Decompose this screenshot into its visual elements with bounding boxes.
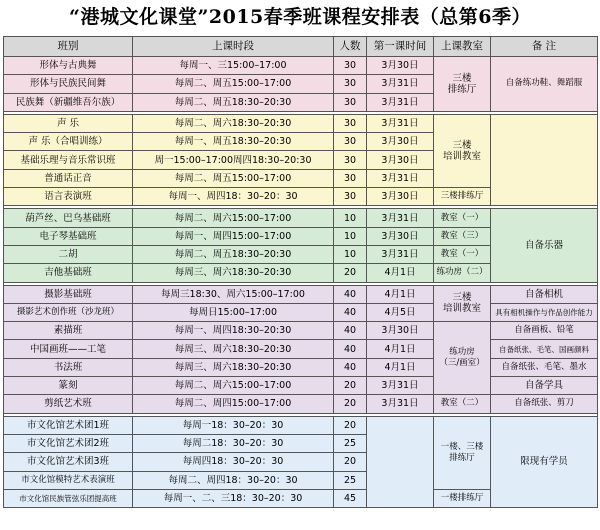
- note-cell: 自备纸张、毛笔、墨水: [491, 358, 598, 376]
- header-first: 第一课时间: [367, 37, 434, 57]
- note-cell: 自备纸张、剪刀: [491, 395, 598, 413]
- class-cell: 篆刻: [4, 377, 133, 395]
- time-cell: 每周二、周五15:00–17:00: [133, 169, 334, 187]
- class-cell: 形体与民族民间舞: [4, 75, 133, 93]
- header-note: 备 注: [491, 37, 598, 57]
- page-title: “港城文化课堂”2015春季班课程安排表（总第6季）: [69, 6, 531, 28]
- time-cell: 每周二、周四18：30–20：30: [133, 471, 334, 489]
- time-cell: 每周日15:00–17:00: [133, 303, 334, 321]
- time-cell: 每周三、周六18:30–20:30: [133, 340, 334, 358]
- first-cell: 3月31日: [367, 377, 434, 395]
- class-cell: 基础乐理与音乐常识班: [4, 151, 133, 169]
- table-row: [4, 340, 598, 358]
- count-cell: 10: [334, 209, 367, 227]
- room-cell: 三楼 排练厅: [434, 57, 491, 112]
- room-cell: 练功房（二）: [434, 264, 491, 282]
- count-cell: 30: [334, 188, 367, 206]
- note-cell: 自备乐器: [491, 209, 598, 282]
- time-cell: 每周三、周六18:30–20:30: [133, 358, 334, 376]
- table-row: [4, 285, 598, 303]
- class-cell: 剪纸艺术班: [4, 395, 133, 413]
- class-cell: 普通话正音: [4, 169, 133, 187]
- count-cell: 40: [334, 303, 367, 321]
- note-cell: 具有相机操作与作品创作能力: [491, 303, 598, 321]
- first-cell: [367, 416, 434, 507]
- header-count: 人数: [334, 37, 367, 57]
- class-cell: 电子琴基础班: [4, 227, 133, 245]
- count-cell: 25: [334, 434, 367, 452]
- header-class: 班别: [4, 37, 133, 57]
- first-cell: 4月1日: [367, 358, 434, 376]
- first-cell: 3月30日: [367, 322, 434, 340]
- time-cell: 每周二、周五18:30–20:30: [133, 245, 334, 263]
- first-cell: 3月30日: [367, 57, 434, 75]
- note-cell: 自备画板、铅笔: [491, 322, 598, 340]
- time-cell: 周一15:00–17:00周四18:30–20:30: [133, 151, 334, 169]
- count-cell: 25: [334, 471, 367, 489]
- first-cell: 4月1日: [367, 340, 434, 358]
- header-room: 上课教室: [434, 37, 491, 57]
- table-row: [4, 303, 598, 321]
- time-cell: 每周二、周四15:00–17:00: [133, 395, 334, 413]
- count-cell: 40: [334, 340, 367, 358]
- room-cell: 教室（一）: [434, 245, 491, 263]
- time-cell: 每周一、二、三18：30–20：30: [133, 489, 334, 507]
- class-cell: 素描班: [4, 322, 133, 340]
- class-cell: 形体与古典舞: [4, 57, 133, 75]
- table-row: [4, 358, 598, 376]
- count-cell: 20: [334, 416, 367, 434]
- time-cell: 每周二、周六15:00–17:00: [133, 377, 334, 395]
- time-cell: 每周二、周六18:30–20:30: [133, 114, 334, 132]
- count-cell: 40: [334, 322, 367, 340]
- count-cell: 20: [334, 395, 367, 413]
- room-cell: 一楼排练厅: [434, 489, 491, 507]
- time-cell: 每周三18:30、周六15:00–17:00: [133, 285, 334, 303]
- count-cell: 40: [334, 285, 367, 303]
- count-cell: 20: [334, 264, 367, 282]
- first-cell: 3月30日: [367, 227, 434, 245]
- note-cell: 限现有学员: [491, 416, 598, 507]
- first-cell: 4月5日: [367, 303, 434, 321]
- count-cell: 30: [334, 57, 367, 75]
- time-cell: 每周二18：30–20：30: [133, 434, 334, 452]
- first-cell: 3月31日: [367, 395, 434, 413]
- class-cell: 书法班: [4, 358, 133, 376]
- time-cell: 每周二、周五18:30–20:30: [133, 93, 334, 111]
- first-cell: 3月30日: [367, 151, 434, 169]
- first-cell: 3月30日: [367, 188, 434, 206]
- room-cell: 三楼 培训教室: [434, 114, 491, 187]
- count-cell: 30: [334, 133, 367, 151]
- class-cell: 摄影艺术创作班（沙龙班）: [4, 303, 133, 321]
- time-cell: 每周四18：30–20：30: [133, 453, 334, 471]
- count-cell: 40: [334, 358, 367, 376]
- first-cell: 4月1日: [367, 285, 434, 303]
- table-row: [4, 416, 598, 434]
- count-cell: 10: [334, 227, 367, 245]
- note-cell: 自备相机: [491, 285, 598, 303]
- class-cell: 市文化馆模特艺术表演班: [4, 471, 133, 489]
- first-cell: 3月31日: [367, 114, 434, 132]
- note-cell: [491, 114, 598, 205]
- time-cell: 每周二、周五15:00–17:00: [133, 75, 334, 93]
- room-cell: 三楼排练厅: [434, 188, 491, 206]
- count-cell: 30: [334, 75, 367, 93]
- table-row: [4, 395, 598, 413]
- header-time: 上课时段: [133, 37, 334, 57]
- count-cell: 10: [334, 245, 367, 263]
- header-row: [4, 37, 598, 57]
- first-cell: 4月1日: [367, 264, 434, 282]
- time-cell: 每周一18：30–20：30: [133, 416, 334, 434]
- room-cell: 教室（三）: [434, 227, 491, 245]
- first-cell: 3月31日: [367, 169, 434, 187]
- table-row: [4, 57, 598, 75]
- time-cell: 每周一、三15:00–17:00: [133, 57, 334, 75]
- first-cell: 3月31日: [367, 245, 434, 263]
- room-cell: 一楼、三楼 排练厅: [434, 416, 491, 489]
- class-cell: 吉他基础班: [4, 264, 133, 282]
- time-cell: 每周一、周四18:30–20:30: [133, 322, 334, 340]
- class-cell: 中国画班——工笔: [4, 340, 133, 358]
- class-cell: 声 乐（合唱训练）: [4, 133, 133, 151]
- note-cell: 自备练功鞋、舞蹈服: [491, 57, 598, 112]
- class-cell: 市文化馆艺术团3班: [4, 453, 133, 471]
- time-cell: 每周一、周五18:30–20:30: [133, 133, 334, 151]
- table-row: [4, 114, 598, 132]
- class-cell: 摄影基础班: [4, 285, 133, 303]
- count-cell: 20: [334, 377, 367, 395]
- note-cell: 自备纸张、毛笔、国画颜料: [491, 340, 598, 358]
- time-cell: 每周三、周六18:30–20:30: [133, 264, 334, 282]
- class-cell: 二胡: [4, 245, 133, 263]
- class-cell: 市文化馆艺术团2班: [4, 434, 133, 452]
- first-cell: 3月31日: [367, 209, 434, 227]
- time-cell: 每周一、周四18：30–20：30: [133, 188, 334, 206]
- table-row: [4, 377, 598, 395]
- first-cell: 3月31日: [367, 93, 434, 111]
- schedule-table: [3, 36, 598, 508]
- room-cell: 练功房 （三/画室）: [434, 322, 491, 395]
- note-cell: 自备学具: [491, 377, 598, 395]
- count-cell: 30: [334, 151, 367, 169]
- class-cell: 声 乐: [4, 114, 133, 132]
- first-cell: 3月31日: [367, 75, 434, 93]
- class-cell: 市文化馆艺术团1班: [4, 416, 133, 434]
- room-cell: 三楼 培训教室: [434, 285, 491, 322]
- first-cell: 3月30日: [367, 133, 434, 151]
- class-cell: 民族舞（新疆维吾尔族）: [4, 93, 133, 111]
- time-cell: 每周一、周四15:00–17:00: [133, 227, 334, 245]
- count-cell: 30: [334, 93, 367, 111]
- table-row: [4, 209, 598, 227]
- table-row: [4, 322, 598, 340]
- class-cell: 语言表演班: [4, 188, 133, 206]
- count-cell: 30: [334, 169, 367, 187]
- class-cell: 葫芦丝、巴乌基础班: [4, 209, 133, 227]
- room-cell: 教室（一）: [434, 209, 491, 227]
- time-cell: 每周二、周六15:00–17:00: [133, 209, 334, 227]
- count-cell: 20: [334, 453, 367, 471]
- class-cell: 市文化馆民族管弦乐团提高班: [4, 489, 133, 507]
- room-cell: 教室（二）: [434, 395, 491, 413]
- count-cell: 45: [334, 489, 367, 507]
- count-cell: 30: [334, 114, 367, 132]
